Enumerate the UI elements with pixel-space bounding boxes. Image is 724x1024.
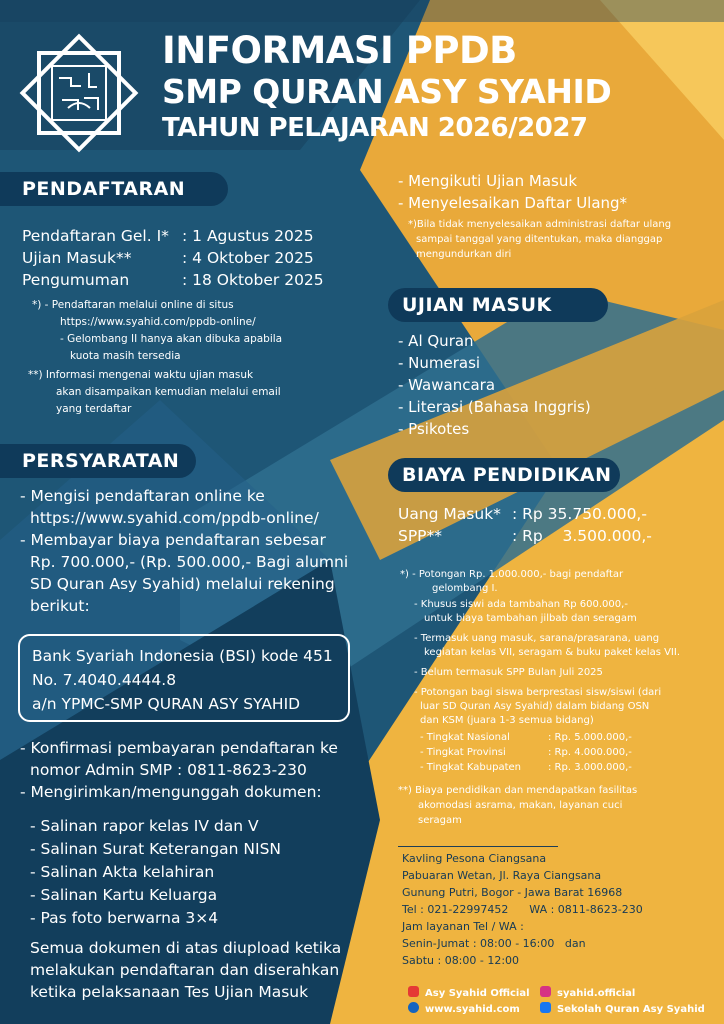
bank-account-box: [18, 634, 350, 722]
reg-row-1-label: Pendaftaran Gel. I*: [22, 227, 169, 245]
fee-note-2: **) Biaya pendidikan dan mendapatkan fasilitas: [398, 785, 638, 796]
reg-note: akan disampaikan kemudian melalui email: [56, 386, 281, 398]
req-line: - Mengisi pendaftaran online ke: [20, 487, 265, 505]
fee-value: : Rp 35.750.000,-: [512, 505, 647, 523]
instagram-label: syahid.official: [557, 988, 636, 999]
req-line: Rp. 700.000,- (Rp. 500.000,- Bagi alumni: [30, 553, 349, 571]
document-item: - Salinan rapor kelas IV dan V: [30, 817, 259, 835]
reg-note: yang terdaftar: [56, 403, 132, 415]
document-item: - Pas foto berwarna 3×4: [30, 909, 219, 927]
school-logo-icon: [14, 28, 144, 158]
fee-note: *) - Potongan Rp. 1.000.000,- bagi pendaftar: [400, 569, 624, 580]
req-continued: - Menyelesaikan Daftar Ulang*: [398, 194, 628, 212]
contact-line: Sabtu : 08:00 - 12:00: [402, 954, 520, 967]
fee-note: - Khusus siswi ada tambahan Rp 600.000,-: [414, 599, 628, 610]
reg-note: *) - Pendaftaran melalui online di situs: [32, 299, 234, 311]
globe-icon: [408, 1002, 419, 1013]
closing-line: ketika pelaksanaan Tes Ujian Masuk: [30, 983, 309, 1001]
youtube-label: Asy Syahid Official: [425, 988, 530, 999]
req-line: - Membayar biaya pendaftaran sebesar: [20, 531, 326, 549]
tier-label: - Tingkat Kabupaten: [420, 762, 521, 773]
contact-line: Pabuaran Wetan, Jl. Raya Ciangsana: [402, 869, 602, 882]
exam-item: - Numerasi: [398, 354, 481, 372]
fee-note: - Belum termasuk SPP Bulan Juli 2025: [414, 667, 603, 678]
document-item: - Salinan Kartu Keluarga: [30, 886, 218, 904]
bank-line: a/n YPMC-SMP QURAN ASY SYAHID: [32, 695, 301, 713]
fee-label: SPP**: [398, 527, 443, 545]
persyaratan-heading: PERSYARATAN: [0, 444, 196, 478]
reg-row-2-label: Ujian Masuk**: [22, 249, 132, 267]
reg-note: kuota masih tersedia: [70, 350, 181, 362]
tier-label: - Tingkat Provinsi: [420, 747, 506, 758]
page-title-line-1: INFORMASI PPDB: [162, 29, 517, 72]
req-line: - Konfirmasi pembayaran pendaftaran ke: [20, 739, 338, 757]
fee-label: Uang Masuk*: [398, 505, 501, 523]
reg-note-right: mengundurkan diri: [416, 249, 512, 260]
website-link[interactable]: [408, 1002, 520, 1017]
youtube-icon: [408, 986, 419, 997]
req-line: SD Quran Asy Syahid) melalui rekening: [30, 575, 335, 593]
closing-line: melakukan pendaftaran dan diserahkan: [30, 961, 340, 979]
req-line: berikut:: [30, 597, 90, 615]
tier-label: - Tingkat Nasional: [420, 732, 510, 743]
reg-note-right: sampai tanggal yang ditentukan, maka dianggap: [416, 234, 663, 245]
contact-divider: [398, 846, 558, 847]
facebook-icon: [540, 1002, 551, 1013]
req-line: - Mengirimkan/mengunggah dokumen:: [20, 783, 322, 801]
tier-value: : Rp. 3.000.000,-: [548, 762, 632, 773]
exam-item: - Wawancara: [398, 376, 496, 394]
youtube-link[interactable]: [408, 986, 530, 1001]
biaya-heading: BIAYA PENDIDIKAN: [388, 458, 620, 492]
contact-line: Jam layanan Tel / WA :: [402, 920, 524, 933]
contact-line: Gunung Putri, Bogor - Jawa Barat 16968: [402, 886, 623, 899]
exam-item: - Al Quran: [398, 332, 474, 350]
fee-note: - Potongan bagi siswa berprestasi sisw/siswi (dari: [414, 687, 662, 698]
document-item: - Salinan Akta kelahiran: [30, 863, 215, 881]
req-line: https://www.syahid.com/ppdb-online/: [30, 509, 319, 527]
reg-row-3-label: Pengumuman: [22, 271, 130, 289]
fee-note: kegiatan kelas VII, seragam & buku paket kelas VII.: [424, 647, 681, 658]
ujian-masuk-heading: UJIAN MASUK: [388, 288, 608, 322]
reg-row-2-value: : 4 Oktober 2025: [182, 249, 314, 267]
fee-note: untuk biaya tambahan jilbab dan seragam: [424, 613, 637, 624]
page-title-line-3: TAHUN PELAJARAN 2026/2027: [162, 113, 588, 143]
contact-line: Kavling Pesona Ciangsana: [402, 852, 547, 865]
facebook-label: Sekolah Quran Asy Syahid: [557, 1004, 705, 1015]
reg-row-3-value: : 18 Oktober 2025: [182, 271, 324, 289]
fee-note: - Termasuk uang masuk, sarana/prasarana, uang: [414, 633, 660, 644]
closing-line: Semua dokumen di atas diupload ketika: [30, 939, 342, 957]
facebook-link[interactable]: [540, 1002, 705, 1017]
reg-note: - Gelombang II hanya akan dibuka apabila: [60, 333, 283, 345]
website-label: www.syahid.com: [425, 1004, 520, 1015]
bank-line: Bank Syariah Indonesia (BSI) kode 451: [32, 647, 333, 665]
contact-line: Senin-Jumat : 08:00 - 16:00 dan: [402, 937, 586, 950]
document-item: - Salinan Surat Keterangan NISN: [30, 840, 282, 858]
fee-value: : Rp 3.500.000,-: [512, 527, 652, 545]
tier-value: : Rp. 5.000.000,-: [548, 732, 632, 743]
reg-row-1-value: : 1 Agustus 2025: [182, 227, 314, 245]
fee-note: gelombang I.: [432, 583, 498, 594]
reg-note: https://www.syahid.com/ppdb-online/: [60, 316, 256, 328]
tier-value: : Rp. 4.000.000,-: [548, 747, 632, 758]
exam-item: - Psikotes: [398, 420, 470, 438]
exam-item: - Literasi (Bahasa Inggris): [398, 398, 591, 416]
contact-line: Tel : 021-22997452 WA : 0811-8623-230: [402, 903, 643, 916]
reg-note-right: *)Bila tidak menyelesaikan administrasi daftar ulang: [408, 219, 672, 230]
fee-note-2: akomodasi asrama, makan, layanan cuci: [418, 800, 623, 811]
pendaftaran-heading: PENDAFTARAN: [0, 172, 228, 206]
instagram-link[interactable]: [540, 986, 635, 1001]
req-continued: - Mengikuti Ujian Masuk: [398, 172, 578, 190]
instagram-icon: [540, 986, 551, 997]
fee-note: luar SD Quran Asy Syahid) dalam bidang OSN: [420, 701, 650, 712]
fee-note: dan KSM (juara 1-3 semua bidang): [420, 715, 594, 726]
req-line: nomor Admin SMP : 0811-8623-230: [30, 761, 307, 779]
fee-note-2: seragam: [418, 815, 462, 826]
page-title-line-2: SMP QURAN ASY SYAHID: [162, 72, 612, 111]
bank-line: No. 7.4040.4444.8: [32, 671, 177, 689]
reg-note: **) Informasi mengenai waktu ujian masuk: [28, 369, 254, 381]
